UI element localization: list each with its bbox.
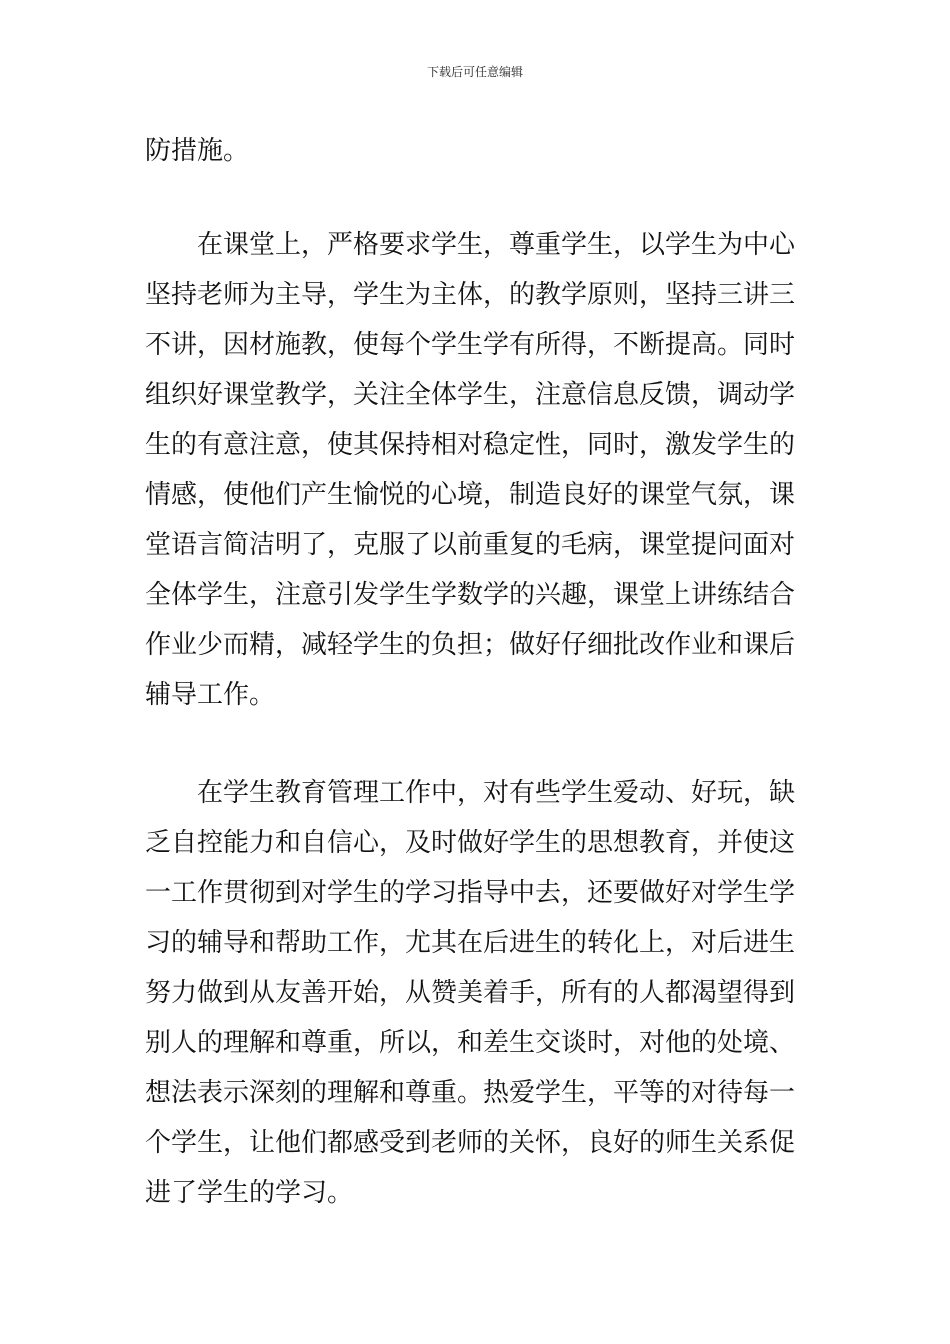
text-line: 作业少而精，减轻学生的负担；做好仔细批改作业和课后 bbox=[145, 630, 796, 660]
paragraph-continuation bbox=[145, 126, 810, 176]
text-line: 在学生教育管理工作中，对有些学生爱动、好玩，缺 bbox=[197, 778, 796, 808]
text-line: 习的辅导和帮助工作，尤其在后进生的转化上，对后进生 bbox=[145, 928, 796, 958]
text-line: 个学生，让他们都感受到老师的关怀，良好的师生关系促 bbox=[145, 1128, 796, 1158]
paragraph-student-management bbox=[145, 768, 810, 1218]
text-line: 生的有意注意，使其保持相对稳定性，同时，激发学生的 bbox=[145, 430, 796, 460]
text-line: 乏自控能力和自信心，及时做好学生的思想教育，并使这 bbox=[145, 828, 796, 858]
text-line: 想法表示深刻的理解和尊重。热爱学生，平等的对待每一 bbox=[145, 1078, 796, 1108]
text-line: 坚持老师为主导，学生为主体，的教学原则，坚持三讲三 bbox=[145, 280, 796, 310]
text-line: 不讲，因材施教，使每个学生学有所得，不断提高。同时 bbox=[145, 330, 796, 360]
text-line: 情感，使他们产生愉悦的心境，制造良好的课堂气氛，课 bbox=[145, 480, 796, 510]
text-line: 全体学生，注意引发学生学数学的兴趣，课堂上讲练结合 bbox=[145, 580, 796, 610]
text-line: 堂语言简洁明了，克服了以前重复的毛病，课堂提问面对 bbox=[145, 530, 796, 560]
text-line: 进了学生的学习。 bbox=[145, 1178, 354, 1208]
text-line: 一工作贯彻到对学生的学习指导中去，还要做好对学生学 bbox=[145, 878, 796, 908]
text-line: 辅导工作。 bbox=[145, 680, 276, 710]
paragraph-spacer bbox=[145, 720, 810, 768]
text-line: 别人的理解和尊重，所以，和差生交谈时，对他的处境、 bbox=[145, 1028, 796, 1058]
paragraph-classroom bbox=[145, 220, 810, 720]
paragraph-spacer bbox=[145, 176, 810, 220]
text-line: 防措施。 bbox=[145, 136, 250, 166]
page-header-note: 下载后可任意编辑 bbox=[426, 65, 523, 79]
text-line: 组织好课堂教学，关注全体学生，注意信息反馈，调动学 bbox=[145, 380, 796, 410]
text-line: 努力做到从友善开始，从赞美着手，所有的人都渴望得到 bbox=[145, 978, 796, 1008]
text-line: 在课堂上，严格要求学生，尊重学生，以学生为中心 bbox=[197, 230, 796, 260]
document-body bbox=[145, 126, 810, 1218]
